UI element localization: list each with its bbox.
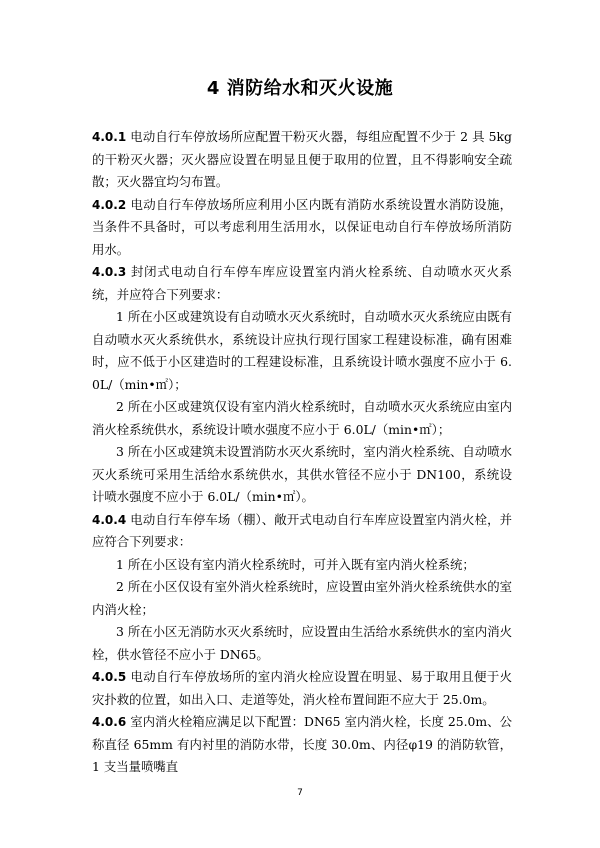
clause-number: 4.0.2 xyxy=(92,197,127,212)
paragraph-text: 1 所在小区设有室内消火栓系统时，可并入既有室内消火栓系统； xyxy=(116,556,475,572)
list-item-paragraph xyxy=(92,306,512,396)
paragraph-text: 封闭式电动自行车停车库应设置室内消火栓系统、自动喷水灭火系统，并应符合下列要求： xyxy=(92,264,512,302)
clause-number: 4.0.6 xyxy=(92,715,127,729)
document-body xyxy=(92,126,512,779)
paragraph-text: 3 所在小区无消防水灭火系统时，应设置由生活给水系统供水的室内消火栓，供水管径不应小于 DN65。 xyxy=(92,624,512,662)
list-item-paragraph xyxy=(92,554,512,577)
paragraph-text: 电动自行车停放场所应配置干粉灭火器，每组应配置不少于 2 具 5kg 的干粉灭火器；灭火器应设置在明显且便于取用的位置，且不得影响安全疏散；灭火器宜均匀布置。 xyxy=(92,129,512,189)
page-number: 7 xyxy=(297,788,303,798)
clause-paragraph xyxy=(92,509,512,554)
list-item-paragraph xyxy=(92,621,512,666)
list-item-paragraph xyxy=(92,396,512,441)
paragraph-text: 电动自行车停车场（棚）、敞开式电动自行车库应设置室内消火栓，并应符合下列要求： xyxy=(92,511,512,549)
paragraph-text: 电动自行车停放场所的室内消火栓应设置在明显、易于取用且便于火灾扑救的位置，如出入口、走道等处，消火栓布置间距不应大于 25.0m。 xyxy=(92,669,512,707)
clause-number: 4.0.3 xyxy=(92,265,127,279)
paragraph-text: 2 所在小区仅设有室外消火栓系统时，应设置由室外消火栓系统供水的室内消火栓； xyxy=(92,579,512,617)
paragraph-text: 3 所在小区或建筑未设置消防水灭火系统时，室内消火栓系统、自动喷水灭火系统可采用生活给水系统供水，其供水管径不应小于 DN100，系统设计喷水强度不应小于 6.0L/（min•㎡）。 xyxy=(92,444,512,504)
paragraph-text: 1 所在小区或建筑设有自动喷水灭火系统时，自动喷水灭火系统应由既有自动喷水灭火系统供水，系统设计应执行现行国家工程建设标准，确有困难时，应不低于小区建造时的工程建设标准，且系统设计喷水强度不应小于 6.0L/（min•㎡）； xyxy=(92,309,512,392)
paragraph-text: 电动自行车停放场所应利用小区内既有消防水系统设置水消防设施，当条件不具备时，可以考虑利用生活用水，以保证电动自行车停放场所消防用水。 xyxy=(92,196,512,257)
paragraph-text: 室内消火栓箱应满足以下配置：DN65 室内消火栓，长度 25.0m、公称直径 65mm 有内衬里的消防水带，长度 30.0m、内径φ19 的消防软管，1 支当量喷嘴直 xyxy=(92,714,512,774)
clause-paragraph xyxy=(92,711,512,779)
clause-number: 4.0.1 xyxy=(92,130,127,144)
clause-paragraph xyxy=(92,194,512,262)
list-item-paragraph xyxy=(92,441,512,509)
clause-paragraph xyxy=(92,126,512,194)
paragraph-text: 2 所在小区或建筑仅设有室内消火栓系统时，自动喷水灭火系统应由室内消火栓系统供水，系统设计喷水强度不应小于 6.0L/（min•㎡）； xyxy=(92,399,512,437)
chapter-title: 4 消防给水和灭火设施 xyxy=(206,78,394,99)
clause-paragraph xyxy=(92,666,512,711)
clause-number: 4.0.5 xyxy=(92,670,127,684)
clause-paragraph xyxy=(92,261,512,306)
clause-number: 4.0.4 xyxy=(92,512,127,527)
list-item-paragraph xyxy=(92,576,512,621)
